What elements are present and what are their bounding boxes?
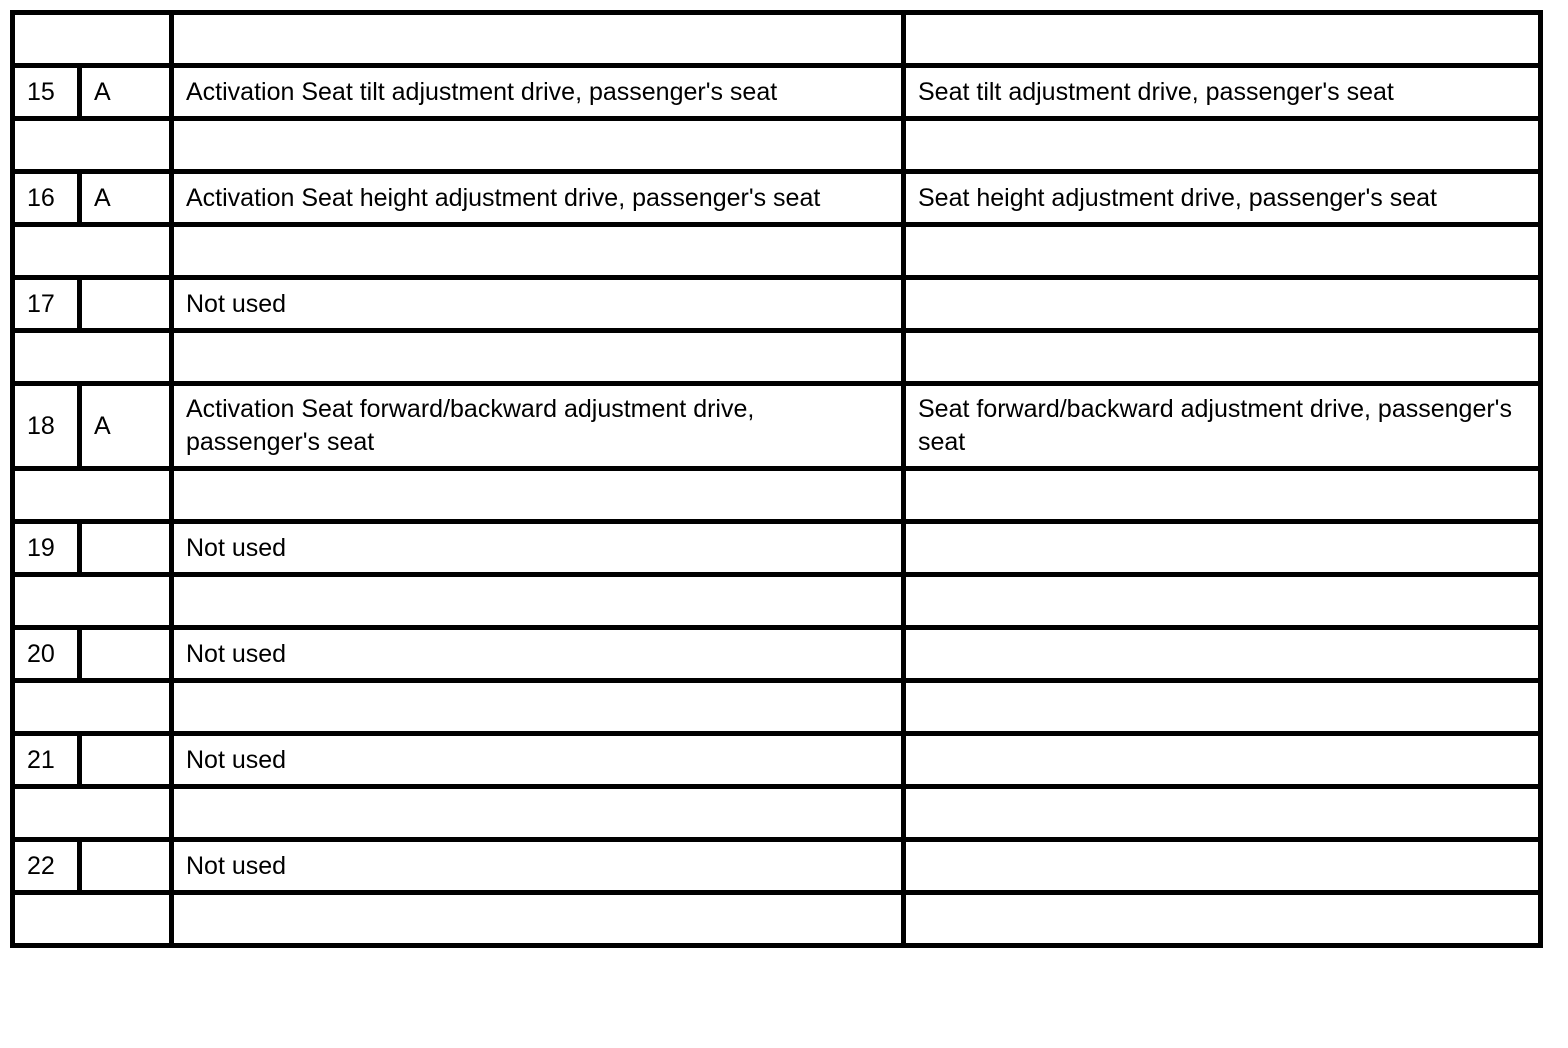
- spacer-cell: [172, 119, 904, 172]
- signal-type-cell: [80, 278, 172, 331]
- table-row: [13, 172, 1541, 225]
- spacer-row: [13, 787, 1541, 840]
- signal-type-cell: [80, 628, 172, 681]
- table-row: [13, 628, 1541, 681]
- signal-type-cell: A: [80, 172, 172, 225]
- component-cell: [904, 840, 1541, 893]
- spacer-row: [13, 893, 1541, 946]
- pin-number-cell: 17: [13, 278, 80, 331]
- table-row: [13, 278, 1541, 331]
- spacer-cell: [904, 13, 1541, 66]
- description-cell: Not used: [172, 522, 904, 575]
- spacer-cell: [13, 331, 172, 384]
- spacer-cell: [172, 681, 904, 734]
- signal-type-cell: [80, 522, 172, 575]
- table-row: [13, 734, 1541, 787]
- spacer-cell: [904, 225, 1541, 278]
- spacer-cell: [172, 225, 904, 278]
- spacer-cell: [904, 331, 1541, 384]
- pin-number-cell: 21: [13, 734, 80, 787]
- signal-type-cell: [80, 840, 172, 893]
- spacer-cell: [172, 575, 904, 628]
- spacer-cell: [172, 331, 904, 384]
- component-cell: Seat tilt adjustment drive, passenger's seat: [904, 66, 1541, 119]
- description-cell: Activation Seat height adjustment drive, passenger's seat: [172, 172, 904, 225]
- spacer-cell: [13, 119, 172, 172]
- description-cell: Not used: [172, 278, 904, 331]
- spacer-row: [13, 331, 1541, 384]
- description-cell: Activation Seat tilt adjustment drive, passenger's seat: [172, 66, 904, 119]
- spacer-cell: [172, 13, 904, 66]
- spacer-cell: [904, 681, 1541, 734]
- pin-number-cell: 16: [13, 172, 80, 225]
- table-row: [13, 66, 1541, 119]
- component-cell: Seat height adjustment drive, passenger's seat: [904, 172, 1541, 225]
- spacer-cell: [904, 469, 1541, 522]
- spacer-cell: [13, 225, 172, 278]
- pin-number-cell: 15: [13, 66, 80, 119]
- pin-number-cell: 22: [13, 840, 80, 893]
- spacer-cell: [13, 787, 172, 840]
- component-cell: [904, 278, 1541, 331]
- component-cell: [904, 628, 1541, 681]
- spacer-cell: [13, 13, 172, 66]
- table-row: [13, 840, 1541, 893]
- component-cell: Seat forward/backward adjustment drive, passenger's seat: [904, 384, 1541, 469]
- description-cell: Not used: [172, 734, 904, 787]
- description-cell: Activation Seat forward/backward adjustment drive, passenger's seat: [172, 384, 904, 469]
- spacer-cell: [172, 469, 904, 522]
- spacer-row: [13, 469, 1541, 522]
- table-row: [13, 522, 1541, 575]
- pin-number-cell: 19: [13, 522, 80, 575]
- signal-type-cell: [80, 734, 172, 787]
- spacer-cell: [13, 469, 172, 522]
- description-cell: Not used: [172, 840, 904, 893]
- signal-type-cell: A: [80, 66, 172, 119]
- pin-number-cell: 20: [13, 628, 80, 681]
- spacer-cell: [172, 893, 904, 946]
- description-cell: Not used: [172, 628, 904, 681]
- component-cell: [904, 522, 1541, 575]
- spacer-cell: [904, 119, 1541, 172]
- signal-type-cell: A: [80, 384, 172, 469]
- spacer-cell: [904, 893, 1541, 946]
- spacer-cell: [172, 787, 904, 840]
- table-row: [13, 384, 1541, 469]
- spacer-row: [13, 225, 1541, 278]
- spacer-row: [13, 13, 1541, 66]
- pin-assignment-table: [10, 10, 1543, 948]
- spacer-row: [13, 119, 1541, 172]
- spacer-cell: [13, 575, 172, 628]
- spacer-cell: [13, 681, 172, 734]
- spacer-cell: [904, 787, 1541, 840]
- spacer-cell: [13, 893, 172, 946]
- spacer-row: [13, 681, 1541, 734]
- spacer-cell: [904, 575, 1541, 628]
- component-cell: [904, 734, 1541, 787]
- pin-number-cell: 18: [13, 384, 80, 469]
- spacer-row: [13, 575, 1541, 628]
